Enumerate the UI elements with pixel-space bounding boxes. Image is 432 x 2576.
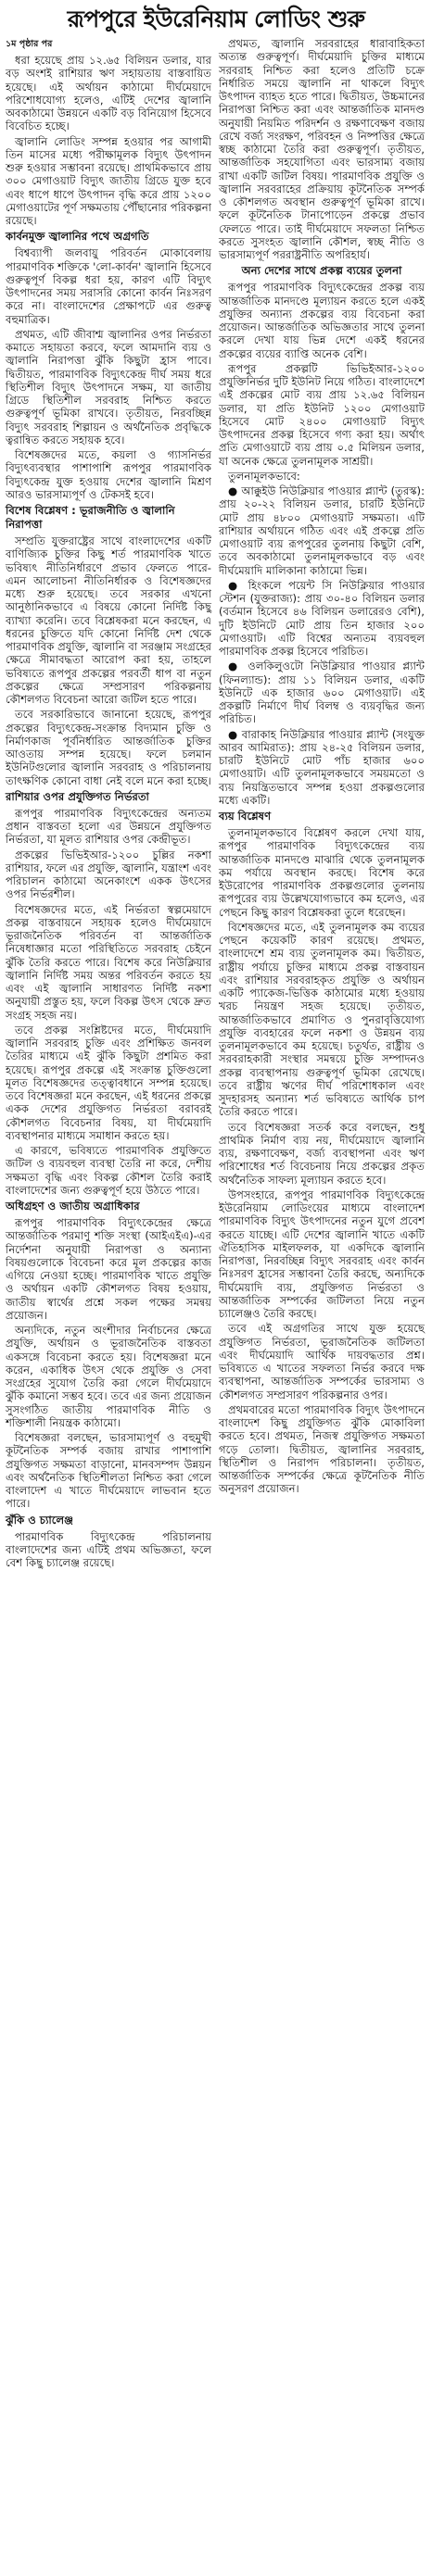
paragraph: বিশেষজ্ঞদের মতে, কয়লা ও গ্যাসনির্ভর বিদ্যুৎব্যবস্থার পাশাপাশি রূপপুর পারমাণবিক বিদ্যুৎকেন্দ্র যুক্ত হওয়ায় দেশের জ্বালানি মিশ্রণ আরও ভারসাম্যপূর্ণ ও টেকসই হবে। [6, 448, 211, 501]
paragraph: পারমাণবিক বিদ্যুৎকেন্দ্র পরিচালনায় বাংলাদেশের জন্য এটিই প্রথম অভিজ্ঞতা, ফলে বেশ কিছু চ্যালেঞ্জ রয়েছে। [6, 1529, 211, 1569]
paragraph: তবে সরকারিভাবে জানানো হয়েছে, রূপপুর প্রকল্পের বিদ্যুৎকেন্দ্র-সংক্রান্ত বিদ্যমান চুক্তি ও নির্মাণকাজ পূর্বনির্ধারিত আন্তর্জাতিক চুক্তির আওতায় সম্পন্ন হয়েছে। ফলে চলমান ইউনিটগুলোর জ্বালানি সরবরাহ ও পরিচালনায় তাৎক্ষণিক কোনো বাধা নেই বলে মনে করা হচ্ছে। [6, 708, 211, 787]
continuation-label: ১ম পৃষ্ঠার পর [6, 39, 53, 49]
paragraph: প্রথমত, এটি জীবাশ্ম জ্বালানির ওপর নির্ভরতা কমাতে সহায়তা করবে, ফলে আমদানি ব্যয় ও জ্বালানি নিরাপত্তা ঝুঁকি কিছুটা হ্রাস পাবে। দ্বিতীয়ত, পারমাণবিক বিদ্যুৎকেন্দ্র দীর্ঘ সময় ধরে স্থিতিশীল বিদ্যুৎ উৎপাদনে সক্ষম, যা জাতীয় গ্রিডে স্থিতিশীল সরবরাহ নিশ্চিত করতে গুরুত্বপূর্ণ ভূমিকা রাখবে। তৃতীয়ত, নিরবচ্ছিন্ন বিদ্যুৎ সরবরাহ শিল্পায়ন ও অর্থনৈতিক প্রবৃদ্ধিকে ত্বরান্বিত করতে সহায়ক হবে। [6, 327, 211, 446]
paragraph: রূপপুর প্রকল্পটি ভিভিইআর-১২০০ প্রযুক্তিনির্ভর দুটি ইউনিট নিয়ে গঠিত। বাংলাদেশে এই প্রকল্পের মোট ব্যয় প্রায় ১২.৬৫ বিলিয়ন ডলার, যা প্রতি ইউনিট ১২০০ মেগাওয়াট হিসেবে মোট ২৪০০ মেগাওয়াট বিদ্যুৎ উৎপাদনের প্রকল্প হিসেবে গণ্য করা হয়। অর্থাৎ প্রতি মেগাওয়াটে ব্যয় প্রায় ০.৫ মিলিয়ন ডলার, যা অনেক ক্ষেত্রে তুলনামূলক সাশ্রয়ী। [219, 361, 425, 468]
column-left [6, 37, 211, 1571]
subheading: অধিগ্রহণ ও জাতীয় অগ্রাধিকার [6, 1200, 140, 1213]
paragraph: প্রথমবারের মতো পারমাণবিক বিদ্যুৎ উৎপাদনে বাংলাদেশ কিছু প্রযুক্তিগত ঝুঁকি মোকাবিলা করতে হবে। প্রথমত, নিজস্ব প্রযুক্তিগত সক্ষমতা গড়ে তোলা। দ্বিতীয়ত, জ্বালানির সরবরাহ, স্থিতিশীল ও নিরাপদ পরিচালনা। তৃতীয়ত, আন্তর্জাতিক সম্পর্কের ক্ষেত্রে কূটনৈতিক নীতি অনুসরণ প্রয়োজন। [219, 1402, 425, 1496]
paragraph: জ্বালানি লোডিং সম্পন্ন হওয়ার পর আগামী তিন মাসের মধ্যে পরীক্ষামূলক বিদ্যুৎ উৎপাদন শুরু হওয়ার সম্ভাবনা রয়েছে। প্রাথমিকভাবে প্রায় ৩০০ মেগাওয়াট বিদ্যুৎ জাতীয় গ্রিডে যুক্ত হবে এবং ধাপে ধাপে উৎপাদন বৃদ্ধি করে প্রায় ১২০০ মেগাওয়াটের পূর্ণ সক্ষমতায় পৌঁছানোর পরিকল্পনা রয়েছে। [6, 134, 212, 227]
article-columns [6, 37, 426, 1571]
paragraph: প্রথমত, জ্বালানি সরবরাহের ধারাবাহিকতা অত্যন্ত গুরুত্বপূর্ণ। দীর্ঘমেয়াদি চুক্তির মাধ্যমে সরবরাহ নিশ্চিত করা হলেও প্রতিটি চক্রে নির্ধারিত সময়ে জ্বালানি না থাকলে বিদ্যুৎ উৎপাদন ব্যাহত হতে পারে। দ্বিতীয়ত, উচ্চমানের নিরাপত্তা নিশ্চিত করা এবং আন্তর্জাতিক মানদণ্ড অনুযায়ী নিয়মিত পরিদর্শন ও রক্ষণাবেক্ষণ বজায় রেখে বর্জ্য সংরক্ষণ, পরিবহন ও নিষ্পত্তির ক্ষেত্রে স্বচ্ছ কাঠামো তৈরি করা গুরুত্বপূর্ণ। তৃতীয়ত, আন্তর্জাতিক সহযোগিতা এবং ভারসাম্য বজায় রাখা একটি জটিল বিষয়। পারমাণবিক প্রযুক্তি ও জ্বালানি সরবরাহের প্রক্রিয়ায় কূটনৈতিক সম্পর্ক ও কৌশলগত অবস্থান গুরুত্বপূর্ণ ভূমিকা রাখে। ফলে কূটনৈতিক টানাপোড়েন প্রকল্পে প্রভাব ফেলতে পারে। তাই দীর্ঘমেয়াদে সফলতা নিশ্চিত করতে সুসংহত জ্বালানি কৌশল, স্বচ্ছ নীতি ও ভারসাম্যপূর্ণ পররাষ্ট্রনীতি অপরিহার্য। [219, 37, 425, 261]
paragraph: ধরা হয়েছে প্রায় ১২.৬৫ বিলিয়ন ডলার, যার বড় অংশই রাশিয়ার ঋণ সহায়তায় বাস্তবায়িত হয়েছে। এই অর্থায়ন কাঠামো দীর্ঘমেয়াদে পরিশোধযোগ্য হলেও, এটিই দেশের জ্বালানি অবকাঠামো উন্নয়নে একটি বড় বিনিয়োগ হিসেবে বিবেচিত হচ্ছে। [6, 54, 211, 133]
subheading: ঝুঁকি ও চ্যালেঞ্জ [6, 1513, 73, 1527]
paragraph: অন্যদিকে, নতুন অংশীদার নির্বাচনের ক্ষেত্রে প্রযুক্তি, অর্থায়ন ও ভূরাজনৈতিক বাস্তবতা একসঙ্গে বিবেচনা করতে হয়। বিশেষজ্ঞরা মনে করেন, একাধিক উৎস থেকে প্রযুক্তি ও সেবা সংগ্রহের সুযোগ তৈরি করা গেলে দীর্ঘমেয়াদে ঝুঁকি কমানো সম্ভব হবে। তবে এর জন্য প্রয়োজন সুসংগঠিত জাতীয় পারমাণবিক নীতি ও শক্তিশালী নিয়ন্ত্রক কাঠামো। [6, 1324, 211, 1429]
paragraph: ● হিংকলে পয়েন্ট সি নিউক্লিয়ার পাওয়ার স্টেশন (যুক্তরাজ্য): প্রায় ৩০-৪০ বিলিয়ন ডলার (বর্তমান হিসেবে ৪৬ বিলিয়ন ডলারেরও বেশি), দুটি ইউনিটে মোট প্রায় তিন হাজার ২০০ মেগাওয়াট। এটি বিশ্বের অন্যতম ব্যয়বহুল পারমাণবিক প্রকল্প হিসেবে পরিচিত। [219, 578, 425, 658]
paragraph: বিশ্বব্যাপী জলবায়ু পরিবর্তন মোকাবেলায় পারমাণবিক শক্তিকে 'লো-কার্বন' জ্বালানি হিসেবে গুরুত্বপূর্ণ বিকল্প ধরা হয়, কারণ এটি বিদ্যুৎ উৎপাদনের সময় সরাসরি কোনো কার্বন নিঃসরণ করে না। বাংলাদেশের প্রেক্ষাপটে এর গুরুত্ব বহুমাত্রিক। [6, 246, 211, 326]
column-right [219, 37, 425, 1571]
subheading: বিশেষ বিশ্লেষণ : ভূরাজনীতি ও জ্বালানি নিরাপত্তা [6, 504, 175, 531]
paragraph: ● ওলকিলুওটো নিউক্লিয়ার পাওয়ার প্ল্যান্ট (ফিনল্যান্ড): প্রায় ১১ বিলিয়ন ডলার, একটি ইউনিটে এক হাজার ৬০০ মেগাওয়াট। এই প্রকল্পটি নির্মাণে দীর্ঘ বিলম্ব ও ব্যয়বৃদ্ধির জন্য পরিচিত। [219, 660, 425, 726]
subheading: অন্য দেশের সাথে প্রকল্প ব্যয়ের তুলনা [241, 264, 402, 278]
paragraph: তবে এই অগ্রগতির সাথে যুক্ত হয়েছে প্রযুক্তিগত নির্ভরতা, ভূরাজনৈতিক জটিলতা এবং দীর্ঘমেয়াদি আর্থিক দায়বদ্ধতার প্রশ্ন। ভবিষ্যতে এ খাতের সফলতা নির্ভর করবে দক্ষ ব্যবস্থাপনা, আন্তর্জাতিক সম্পর্কের ভারসাম্য ও কৌশলগত সম্প্রসারণ পরিকল্পনার ওপর। [219, 1322, 425, 1401]
paragraph: তবে বিশেষজ্ঞরা সতর্ক করে বলছেন, শুধু প্রাথমিক নির্মাণ ব্যয় নয়, দীর্ঘমেয়াদে জ্বালানি ব্যয়, রক্ষণাবেক্ষণ, বর্জ্য ব্যবস্থাপনা এবং ঋণ পরিশোধের শর্ত বিবেচনায় নিয়ে প্রকল্পের প্রকৃত অর্থনৈতিক সাফল্য মূল্যায়ন করতে হবে। [219, 1120, 425, 1187]
subheading: কার্বনমুক্ত জ্বালানির পথে অগ্রগতি [6, 230, 149, 244]
paragraph: রূপপুর পারমাণবিক বিদ্যুৎকেন্দ্রের প্রকল্প ব্যয় আন্তর্জাতিক মানদণ্ডে মূল্যায়ন করতে হলে একই প্রযুক্তির অন্যান্য প্রকল্পের ব্যয় বিবেচনা করা প্রয়োজন। আন্তর্জাতিক অভিজ্ঞতার সাথে তুলনা করলে দেখা যায় ভিন্ন দেশে একই ধরনের প্রকল্পের ব্যয়ের ব্যাপ্তি অনেক বেশি। [219, 281, 425, 360]
paragraph: বিশেষজ্ঞদের মতে, এই নির্ভরতা স্বল্পমেয়াদে প্রকল্প বাস্তবায়নে সহায়ক হলেও দীর্ঘমেয়াদে ভূরাজনৈতিক পরিবর্তন বা আন্তর্জাতিক নিষেধাজ্ঞার মতো পরিস্থিতিতে সরবরাহ চেইনে ঝুঁকি তৈরি করতে পারে। বিশেষ করে নিউক্লিয়ার জ্বালানি নির্দিষ্ট সময় অন্তর পরিবর্তন করতে হয় এবং এই জ্বালানি সাধারণত নির্দিষ্ট নকশা অনুযায়ী প্রস্তুত হয়, ফলে বিকল্প উৎস থেকে দ্রুত সংগ্রহ সহজ নয়। [6, 902, 211, 1022]
headline: রূপপুরে ইউরেনিয়াম লোডিং শুরু [67, 6, 365, 32]
paragraph: বিশেষজ্ঞরা বলছেন, ভারসাম্যপূর্ণ ও বহুমুখী কূটনৈতিক সম্পর্ক বজায় রাখার পাশাপাশি প্রযুক্তিগত সক্ষমতা বাড়ানো, মানবসম্পদ উন্নয়ন এবং অর্থনৈতিক স্থিতিশীলতা নিশ্চিত করা গেলে বাংলাদেশ এ খাতে দীর্ঘমেয়াদে লাভবান হতে পারে। [6, 1431, 211, 1511]
paragraph: ● বারাকাহ নিউক্লিয়ার পাওয়ার প্ল্যান্ট (সংযুক্ত আরব আমিরাত): প্রায় ২৪-২৫ বিলিয়ন ডলার, চারটি ইউনিটে মোট পাঁচ হাজার ৬০০ মেগাওয়াট। এটি তুলনামূলকভাবে সময়মতো ও ব্যয় নিয়ন্ত্রিতভাবে সম্পন্ন হওয়া প্রকল্পগুলোর মধ্যে একটি। [219, 727, 425, 807]
paragraph: রূপপুর পারমাণবিক বিদ্যুৎকেন্দ্রের অন্যতম প্রধান বাস্তবতা হলো এর উন্নয়নে প্রযুক্তিগত নির্ভরতা, যা মূলত রাশিয়ার ওপর কেন্দ্রীভূত। [6, 806, 211, 847]
paragraph: তবে প্রকল্প সংশ্লিষ্টদের মতে, দীর্ঘমেয়াদি জ্বালানি সরবরাহ চুক্তি এবং প্রশিক্ষিত জনবল তৈরির মাধ্যমে এই ঝুঁকি কিছুটা প্রশমিত করা হয়েছে। রূপপুর প্রকল্পে এই সংক্রান্ত চুক্তিগুলো মূলত বিশেষজ্ঞদের তত্ত্বাবধানে সম্পন্ন হয়েছে। তবে বিশেষজ্ঞরা মনে করছেন, এই ধরনের প্রকল্পে একক দেশের প্রযুক্তিগত নির্ভরতা বরাবরই কৌশলগত বিবেচনার বিষয়, যা দীর্ঘমেয়াদি ব্যবস্থাপনার মাধ্যমে সমাধান করতে হয়। [6, 1023, 211, 1142]
paragraph: তুলনামূলকভাবে বিশ্লেষণ করলে দেখা যায়, রূপপুর পারমাণবিক বিদ্যুৎকেন্দ্রের ব্যয় আন্তর্জাতিক মানদণ্ডে মাঝারি থেকে তুলনামূলক কম পর্যায়ে অবস্থান করছে। বিশেষ করে ইউরোপের পারমাণবিক প্রকল্পগুলোর তুলনায় রূপপুরের ব্যয় উল্লেখযোগ্যভাবে কম হলেও, এর পেছনে কিছু কারণ বিশ্লেষকরা তুলে ধরেছেন। [219, 826, 425, 919]
subheading: ব্যয় বিশ্লেষণ [219, 810, 272, 823]
paragraph: রূপপুর পারমাণবিক বিদ্যুৎকেন্দ্রের ক্ষেত্রে আন্তর্জাতিক পরমাণু শক্তি সংস্থা (আইএইএ)-এর নির্দেশনা অনুযায়ী নিরাপত্তা ও অন্যান্য বিষয়গুলোকে বিবেচনা করে মূল প্রকল্পের কাজ এগিয়ে নেওয়া হচ্ছে। পারমাণবিক খাতে প্রযুক্তি ও অর্থায়ন একটি কৌশলগত বিষয় হওয়ায়, জাতীয় স্বার্থের প্রশ্নে সকল পক্ষের সমন্বয় প্রয়োজন। [6, 1216, 211, 1322]
paragraph: তুলনামূলকভাবে: [228, 469, 300, 483]
paragraph: বিশেষজ্ঞদের মতে, এই তুলনামূলক কম ব্যয়ের পেছনে কয়েকটি কারণ রয়েছে। প্রথমত, বাংলাদেশে শ্রম ব্যয় তুলনামূলক কম। দ্বিতীয়ত, রাষ্ট্রীয় পর্যায়ে চুক্তির মাধ্যমে প্রকল্প বাস্তবায়ন এবং রাশিয়ার সরবরাহকৃত প্রযুক্তি ও অর্থায়ন একটি প্যাকেজ-ভিত্তিক কাঠামোর মধ্যে হওয়ায় খরচ নিয়ন্ত্রণ সহজ হয়েছে। তৃতীয়ত, আন্তর্জাতিকভাবে প্রমাণিত ও পুনরাবৃত্তিযোগ্য প্রযুক্তি ব্যবহারের ফলে নকশা ও উন্নয়ন ব্যয় তুলনামূলকভাবে কম হয়েছে। চতুর্থত, রাষ্ট্রীয় ও সরবরাহকারী সংস্থার সমন্বয়ে চুক্তি সম্পাদনও প্রকল্প ব্যবস্থাপনায় গুরুত্বপূর্ণ ভূমিকা রেখেছে। তবে রাষ্ট্রীয় ঋণের দীর্ঘ পরিশোধকাল এবং সুদহারসহ অন্যান্য শর্ত ভবিষ্যতে আর্থিক চাপ তৈরি করতে পারে। [219, 920, 425, 1119]
subheading: রাশিয়ার ওপর প্রযুক্তিগত নির্ভরতা [6, 789, 149, 803]
paragraph: এ কারণে, ভবিষ্যতে পারমাণবিক প্রযুক্তিতে জটিল ও ব্যয়বহুল ব্যবস্থা তৈরি না করে, দেশীয় সক্ষমতা বৃদ্ধি এবং বিকল্প কৌশল তৈরি করাই বাংলাদেশের জন্য গুরুত্বপূর্ণ হয়ে উঠতে পারে। [6, 1144, 211, 1197]
paragraph: প্রকল্পের ভিভিইআর-১২০০ চুল্লির নকশা রাশিয়ার, ফলে এর প্রযুক্তি, জ্বালানি, যন্ত্রাংশ এবং পরিচালন কাঠামো অনেকাংশে একক উৎসের ওপর নির্ভরশীল। [6, 848, 211, 901]
paragraph: ● আক্কুইউ নিউক্লিয়ার পাওয়ার প্ল্যান্ট (তুরস্ক): প্রায় ২০-২২ বিলিয়ন ডলার, চারটি ইউনিটে মোট প্রায় ৪৮০০ মেগাওয়াট সক্ষমতা। এটি রাশিয়ার অর্থায়নে গঠিত এবং এই প্রকল্পে প্রতি মেগাওয়াট ব্যয় রূপপুরের তুলনায় কিছুটা বেশি, তবে অবকাঠামো তুলনামূলকভাবে বড় এবং দীর্ঘমেয়াদি মালিকানা কাঠামো ভিন্ন। [219, 484, 425, 577]
paragraph: উপসংহারে, রূপপুর পারমাণবিক বিদ্যুৎকেন্দ্রে ইউরেনিয়াম লোডিংয়ের মাধ্যমে বাংলাদেশ পারমাণবিক বিদ্যুৎ উৎপাদনের নতুন যুগে প্রবেশ করতে যাচ্ছে। এটি দেশের জ্বালানি খাতে একটি ঐতিহাসিক মাইলফলক, যা একদিকে জ্বালানি নিরাপত্তা, নিরবচ্ছিন্ন বিদ্যুৎ সরবরাহ এবং কার্বন নিঃসরণ হ্রাসের সম্ভাবনা তৈরি করছে, অন্যদিকে দীর্ঘমেয়াদি ব্যয়, প্রযুক্তিগত নির্ভরতা ও আন্তর্জাতিক সম্পর্কের জটিলতা নিয়ে নতুন চ্যালেঞ্জও তৈরি করছে। [219, 1187, 425, 1320]
paragraph: সম্প্রতি যুক্তরাষ্ট্রের সাথে বাংলাদেশের একটি বাণিজ্যিক চুক্তির কিছু শর্ত পারমাণবিক খাতে ভবিষ্যৎ নীতিনির্ধারণে প্রভাব ফেলতে পারে- এমন আলোচনা নীতিনির্ধারক ও বিশেষজ্ঞদের মধ্যে শুরু হয়েছে। তবে সরকার এখনো আনুষ্ঠানিকভাবে এ বিষয়ে কোনো নির্দিষ্ট কিছু ব্যাখ্যা করেনি। তবে বিশ্লেষকরা মনে করছেন, এ ধরনের চুক্তিতে যদি কোনো নির্দিষ্ট দেশ থেকে পারমাণবিক প্রযুক্তি, জ্বালানি বা সরঞ্জাম সংগ্রহের ক্ষেত্রে সীমাবদ্ধতা আরোপ করা হয়, তাহলে ভবিষ্যতে রূপপুর প্রকল্পের পরবর্তী ধাপ বা নতুন প্রকল্পের ক্ষেত্রে সম্প্রসারণ পরিকল্পনায় কৌশলগত বিবেচনা আরো জটিল হতে পারে। [6, 534, 211, 706]
